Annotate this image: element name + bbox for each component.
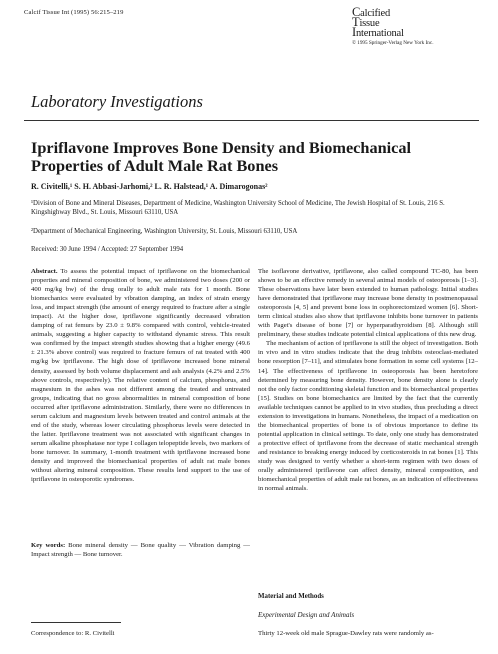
keywords-text: Bone mineral density — Bone quality — Vibration damping — Impact strength — Bone turnover. — [31, 542, 250, 559]
logo-wordmark — [352, 5, 492, 39]
journal-logo — [352, 5, 492, 46]
section-label: Laboratory Investigations — [31, 92, 203, 111]
author-list: R. Civitelli,¹ S. H. Abbasi-Jarhomi,² L. R. Halstead,¹ A. Dimarogonas² — [31, 182, 268, 191]
logo-line-3: International — [352, 25, 404, 39]
footnote-rule — [31, 622, 121, 623]
abstract — [31, 267, 250, 484]
abstract-text: To assess the potential impact of ipriflavone on the biomechanical properties and mineral composition of bone, we administered two doses (200 or 400 mg/kg bw) of the drug orally to adult male rats for 1 month. Bone biomechanics were evaluated by vibration damping, an index of strain energy loss, and impact strength (the amount of energy required to fracture after a single impact). At the higher dose, ipriflavone significantly decreased vibration damping of rat femurs by 23.0 ± 9.8% compared with control, vehicle-treated animals, suggesting a higher capacity to withstand dynamic stress. This result was confirmed by the impact strength studies showing that a higher energy (49.6 ± 21.3% above control) was required to fracture femurs of rat treated with 400 mg/kg bw ipriflavone. The high dose of ipriflavone increased bone mineral density, assessed by both volume displacement and ash analysis (4.2% and 2.5% above controls, respectively). The relative content of calcium, phosphorus, and magnesium in the ashes was not different among the treated and untreated groups, indicating that no gross abnormalities in mineral composition of bone occurred after ipriflavone administration. Similarly, there were no differences in serum calcium and magnesium levels between treated and control animals at the end of the study, whereas lower circulating phosphorus levels were detected in the latter. Ipriflavone treatment was not associated with significant changes in serum alkaline phosphatase nor type I collagen telopeptide levels, two markers of bone turnover. In summary, 1-month treatment with ipriflavone increased bone density and improved the biomechanical properties of adult rat male bones without altering mineral composition. These results lend support to the use of ipriflavone in osteoporotic syndromes. — [31, 268, 250, 484]
keywords — [31, 541, 250, 559]
keywords-label: Key words: — [31, 542, 66, 549]
intro-paragraph-1: The isoflavone derivative, ipriflavone, also called compound TC-80, has been shown to be an effective remedy in several animal models of osteoporosis [1–3]. These observations have later been extended to human pathology. Initial studies have demonstrated that ipriflavone may increase bone density in postmenopausal osteoporosis [4, 5] and prevent bone loss in oophorectomized women [6]. Short-term clinical studies also show that ipriflavone inhibits bone turnover in patients with Paget's disease of bone [7] or hyperparathyroidism [8]. Although still preliminary, these studies indicate potential clinical applications of this new drug. — [258, 268, 478, 339]
logo-line-2: Tissue — [352, 15, 380, 29]
methods-subheading: Experimental Design and Animals — [258, 611, 355, 619]
copyright-line: © 1995 Springer-Verlag New York Inc. — [352, 40, 434, 46]
introduction-column — [258, 267, 478, 493]
methods-heading: Material and Methods — [258, 593, 324, 600]
journal-reference: Calcif Tissue Int (1995) 56:215–219 — [24, 9, 124, 16]
affiliation-1: ¹Division of Bone and Mineral Diseases, Department of Medicine, Washington University School of Medicine, The Jewish Hospital of St. Louis, 216 S. Kingshighway Blvd., St. Louis, Missouri 63110, USA — [31, 200, 445, 217]
correspondence-footnote: Correspondence to: R. Civitelli — [31, 630, 115, 637]
header-rule — [24, 120, 479, 121]
intro-paragraph-2: The mechanism of action of ipriflavone is still the object of investigation. Both in vivo and in vitro studies indicate that the drug inhibits osteoclast-mediated bone resorption [7–11], and stimulates bone formation in some cell systems [12–14]. The effectiveness of ipriflavone in osteoporosis has been heretofore determined by measuring bone density. However, bone density alone is clearly not the only factor conditioning skeletal function and its biomechanical properties [15]. Studies on bone biomechanics are limited by the fact that the currently available techniques cannot be applied to in vivo studies, thus precluding a direct extension to investigations in humans. Nonetheless, the impact of a medication on the biomechanical properties of bone is of obvious importance to define its potential application in clinical settings. To date, only one study has demonstrated a protective effect of ipriflavone from the decrease of static mechanical strength and resistance to breaking energy induced by corticosteroids in rat bones [1]. This study was designed to verify whether a short-term regimen with two doses of orally administered ipriflavone can affect density, mineral composition, and biomechanical properties of adult male rat bones, as an indication of effectiveness in normal animals. — [258, 340, 478, 493]
affiliation-2: ²Department of Mechanical Engineering, Washington University, St. Louis, Missouri 63110, USA — [31, 228, 298, 235]
methods-text: Thirty 12-week old male Sprague-Dawley rats were randomly as- — [258, 630, 434, 637]
article-title: Ipriflavone Improves Bone Density and Biomechanical Properties of Adult Male Rat Bones — [31, 138, 412, 175]
received-accepted-dates: Received: 30 June 1994 / Accepted: 27 September 1994 — [31, 246, 184, 253]
logo-line-1: Calcified — [352, 5, 391, 19]
abstract-label: Abstract. — [31, 268, 58, 275]
